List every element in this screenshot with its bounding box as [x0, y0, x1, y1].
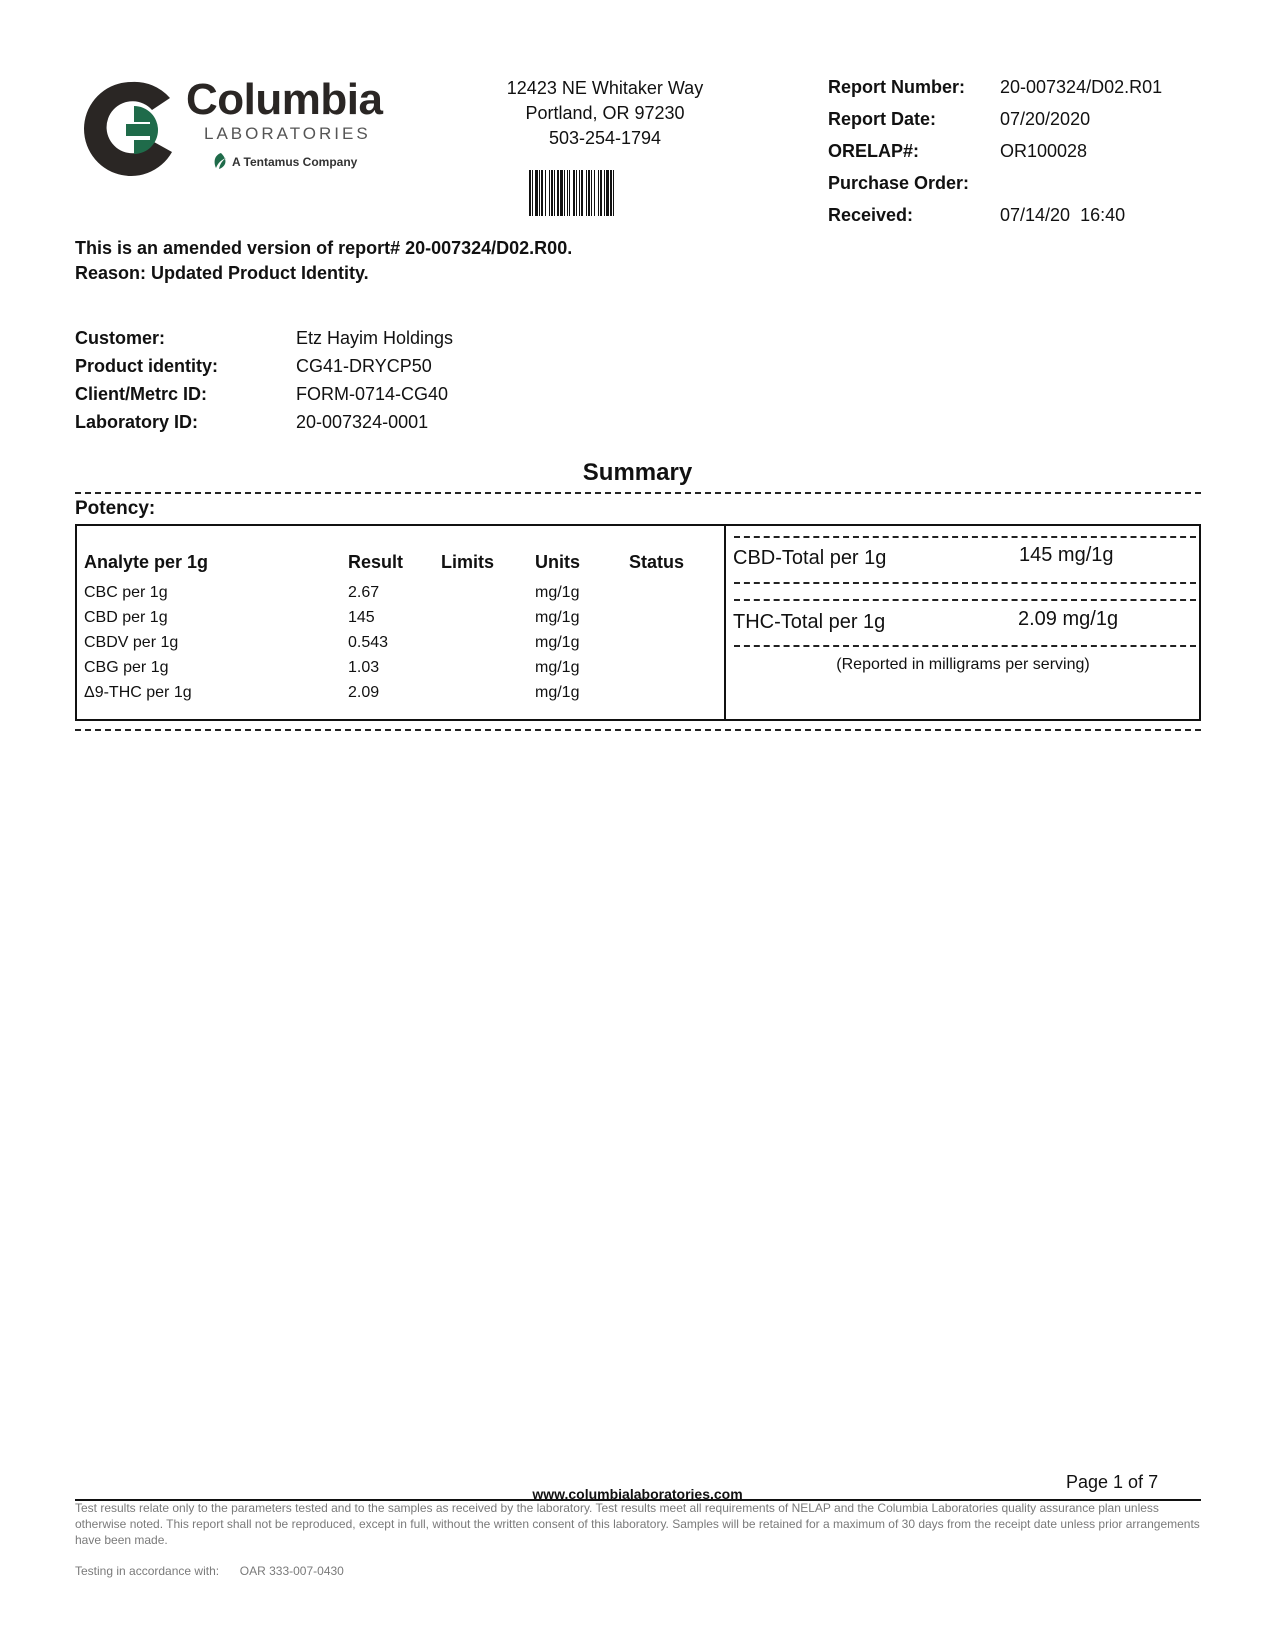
cell-units: mg/1g [535, 609, 580, 626]
column-header-result: Result [348, 552, 404, 572]
amendment-line: This is an amended version of report# 20-007324/D02.R00. [75, 238, 573, 258]
divider [734, 536, 1196, 538]
column-header-limits: Limits [441, 552, 495, 572]
cell-result: 0.543 [348, 634, 389, 651]
address-city: Portland, OR 97230 [525, 103, 685, 123]
orelap-value: OR100028 [1000, 141, 1088, 161]
received-label: Received: [828, 205, 914, 225]
divider [734, 645, 1196, 647]
laboratory-id-value: 20-007324-0001 [296, 412, 429, 432]
product-identity-value: CG41-DRYCP50 [296, 356, 432, 376]
report-number-value: 20-007324/D02.R01 [1000, 77, 1163, 97]
testing-value: OAR 333-007-0430 [239, 1564, 344, 1578]
customer-value: Etz Hayim Holdings [296, 328, 454, 348]
cell-analyte: CBD per 1g [84, 609, 168, 626]
reported-note: (Reported in milligrams per serving) [836, 656, 1090, 673]
tentamus-leaf-icon [212, 152, 230, 170]
cell-result: 1.03 [348, 659, 380, 676]
divider [75, 492, 1201, 494]
cell-result: 145 [348, 609, 375, 626]
received-value: 07/14/20 16:40 [1000, 205, 1126, 225]
divider [75, 729, 1201, 731]
address-phone: 503-254-1794 [548, 128, 662, 148]
cell-analyte: CBG per 1g [84, 659, 169, 676]
amendment-note [75, 236, 572, 286]
disclaimer-text: Test results relate only to the parameters tested and to the samples as received by the laboratory. Test results meet all requirements of NELAP and the Columbia Laboratories quality assurance plan unless otherwise noted. This report shall not be reproduced, except in full, without the written consent of this laboratory. Samples will be retained for a maximum of 30 days from the receipt date unless prior arrangements have been made. [75, 1501, 1200, 1547]
report-date-label: Report Date: [828, 109, 937, 129]
report-number-label: Report Number: [828, 77, 966, 97]
potency-label: Potency: [75, 498, 156, 519]
cell-analyte: CBC per 1g [84, 584, 168, 601]
address-street: 12423 NE Whitaker Way [506, 78, 704, 98]
divider [734, 582, 1196, 584]
divider [724, 524, 726, 721]
cell-result: 2.09 [348, 684, 380, 701]
cbd-total-label: CBD-Total per 1g [733, 547, 887, 569]
cell-units: mg/1g [535, 634, 580, 651]
testing-standard [75, 1564, 344, 1578]
column-header-status: Status [629, 552, 685, 572]
cell-analyte: Δ9-THC per 1g [84, 684, 192, 701]
logo-tagline: A Tentamus Company [232, 155, 358, 169]
summary-title: Summary [582, 459, 693, 486]
thc-total-value: 2.09 mg/1g [1018, 608, 1119, 630]
product-identity-label: Product identity: [75, 356, 218, 376]
testing-label: Testing in accordance with: [75, 1564, 220, 1578]
column-header-units: Units [535, 552, 580, 572]
amendment-reason: Reason: Updated Product Identity. [75, 263, 369, 283]
client-metrc-id-value: FORM-0714-CG40 [296, 384, 449, 404]
report-date-value: 07/20/2020 [1000, 109, 1091, 129]
barcode-icon [528, 170, 668, 216]
thc-total-label: THC-Total per 1g [733, 611, 886, 633]
logo-subtitle: LABORATORIES [204, 124, 371, 143]
page-number: Page 1 of 7 [1066, 1472, 1159, 1492]
cell-analyte: CBDV per 1g [84, 634, 179, 651]
laboratory-id-label: Laboratory ID: [75, 412, 199, 432]
cbd-total-value: 145 mg/1g [1019, 544, 1114, 566]
client-metrc-id-label: Client/Metrc ID: [75, 384, 208, 404]
divider [734, 599, 1196, 601]
cell-units: mg/1g [535, 659, 580, 676]
columbia-c-logo-icon [78, 76, 184, 182]
lab-address [470, 76, 740, 151]
company-logo [78, 76, 408, 188]
cell-units: mg/1g [535, 684, 580, 701]
column-header-analyte: Analyte per 1g [84, 552, 209, 572]
customer-label: Customer: [75, 328, 166, 348]
cell-units: mg/1g [535, 584, 580, 601]
orelap-label: ORELAP#: [828, 141, 920, 161]
purchase-order-label: Purchase Order: [828, 173, 970, 193]
website-link[interactable]: www.columbialaboratories.com [532, 1486, 743, 1502]
logo-wordmark: Columbia [186, 75, 383, 124]
cell-result: 2.67 [348, 584, 380, 601]
